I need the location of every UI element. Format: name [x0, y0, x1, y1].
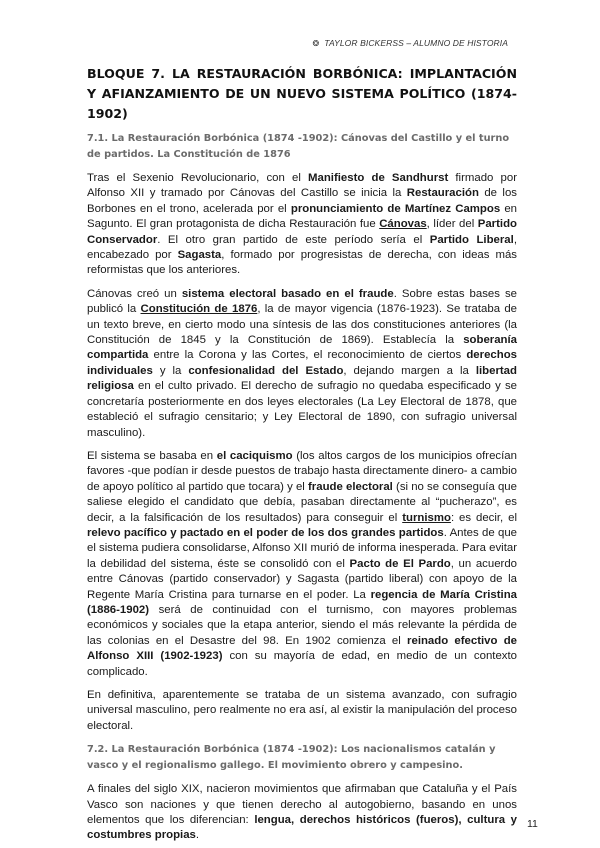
bold-term: libertad religiosa [87, 364, 517, 393]
bold-term: Restauración [406, 187, 479, 200]
text-run: El sistema se basaba en [87, 449, 217, 462]
underlined-term: Cánovas [379, 218, 427, 231]
text-run: en Sagunto. El gran protagonista de dicha Restauración fue [87, 202, 517, 231]
bold-term: relevo pacífico y pactado en el poder de los dos grandes partidos [87, 526, 444, 539]
text-run: Cánovas creó un [87, 287, 182, 300]
bold-term: Pacto de El Pardo [349, 557, 451, 570]
text-run: , dejando margen a la [343, 364, 476, 377]
text-run: con su mayoría de edad, en medio de un contexto complicado. [87, 650, 517, 678]
bold-term: derechos individuales [87, 349, 517, 377]
bold-term: Partido Liberal [429, 233, 514, 246]
text-run: . [195, 829, 200, 842]
text-run: , formado por progresistas de derecha, con ideas más reformistas que los anteriores. [87, 249, 517, 277]
text-run: será de continuidad con el turnismo, con mayores problemas económicos y sociales que la etapa anterior, siendo el más relevante la pérdida de las colonias en el Desastre del 98. En 1902 comienza el [87, 603, 517, 647]
ornament-icon: ❂ [312, 38, 320, 48]
page-number: 11 [527, 818, 538, 830]
text-run: , la de mayor vigencia (1876-1923). Se trataba de un texto breve, en cierto modo una síntesis de las dos constituciones anteriores (la Constitución de 1845 y la Constitución de 1869). Establecía la [87, 303, 517, 347]
underlined-term: turnismo [402, 511, 451, 524]
section-heading-7-1: 7.1. La Restauración Borbónica (1874 -1902): Cánovas del Castillo y el turno de partidos. La Constitución de 1876 [87, 133, 510, 160]
bold-term: el caciquismo [216, 449, 293, 462]
bold-term: sistema electoral basado en el fraude [181, 287, 394, 300]
text-run: . El otro gran partido de este período sería el [157, 233, 430, 246]
paragraph-2 [87, 287, 517, 441]
bold-term: lengua, derechos históricos (fueros), cultura y costumbres propias [87, 814, 518, 842]
bold-term: regencia de María Cristina (1886-1902) [87, 588, 517, 616]
paragraph-4 [87, 688, 517, 734]
text-run: , encabezado por [87, 233, 517, 262]
text-run: Tras el Sexenio Revolucionario, con el [87, 172, 309, 184]
text-run: y la [152, 364, 189, 377]
paragraph-1 [87, 171, 517, 279]
page-header [312, 38, 508, 48]
bold-term: Sagasta [177, 249, 222, 262]
text-run: : es decir, el [450, 511, 517, 524]
section-heading-7-2: 7.2. La Restauración Borbónica (1874 -1902): Los nacionalismos catalán y vasco y el regionalismo gallego. El movimiento obrero y campesino. [87, 744, 496, 772]
paragraph-3 [87, 449, 517, 680]
text-run: , un acuerdo entre Cánovas (partido conservador) y Sagasta (partido liberal) con apoyo de la Regente María Cristina para turnarse en el poder. La [87, 557, 517, 601]
text-run: de los Borbones en el trono, acelerada por el [87, 187, 517, 215]
header-author: TAYLOR BICKERSS – ALUMNO DE HISTORIA [324, 38, 508, 48]
bold-term: fraude electoral [308, 480, 393, 493]
text-run: (si no se conseguía que saliese elegido el candidato que debía, pasaban directamente al “pucherazo”, es decir, a la falsificación de los resultados) para conseguir el [87, 480, 517, 524]
paragraph-5 [87, 782, 517, 844]
bold-term: Partido Conservador [87, 218, 517, 246]
text-run: . Sobre estas bases se publicó la [87, 287, 517, 316]
text-run: en el culto privado. El derecho de sufragio no quedaba especificado y se concretaría posteriormente en dos leyes electorales (La Ley Electoral de 1878, que estableció el sufragio censitario; y Ley Electoral de 1890, con sufragio universal masculino). [87, 380, 517, 439]
block-title: BLOQUE 7. LA RESTAURACIÓN BORBÓNICA: IMPLANTACIÓN Y AFIANZAMIENTO DE UN NUEVO SISTEMA POLÍTICO (1874-1902) [87, 66, 517, 121]
underlined-term: Constitución de 1876 [140, 303, 258, 316]
document-body [87, 64, 517, 848]
bold-term: Manifiesto de Sandhurst [308, 172, 449, 184]
text-run: firmado por Alfonso XII y tramado por Cánovas del Castillo se inicia la [87, 172, 517, 200]
bold-term: pronunciamiento de Martínez Campos [290, 202, 501, 215]
bold-term: confesionalidad del Estado [188, 364, 344, 377]
text-run: entre la Corona y las Cortes, el reconocimiento de ciertos [148, 349, 467, 362]
text-run: A finales del siglo XIX, nacieron movimientos que afirmaban que Cataluña y el País Vasco son naciones y que tienen derecho al autogobierno, basando en unos elementos que los diferencian: [87, 783, 517, 827]
text-run: . Antes de que el sistema pudiera consolidarse, Alfonso XII murió de informa inesperada. Para evitar la debilidad del sistema, éste se consolidó con el [87, 526, 517, 570]
text-run: , líder del [426, 218, 478, 231]
bold-term: soberanía compartida [87, 334, 517, 362]
bold-term: reinado efectivo de Alfonso XIII (1902-1923) [87, 634, 518, 663]
text-run: (los altos cargos de los municipios ofrecían favores -que podían ir desde puestos de trabajo hasta directamente dinero- a cambio de apoyo político al partido que tocara) y el [87, 449, 517, 493]
text-run: En definitiva, aparentemente se trataba de un sistema avanzado, con sufragio universal masculino, pero realmente no era así, al existir la manipulación del proceso electoral. [87, 689, 517, 732]
